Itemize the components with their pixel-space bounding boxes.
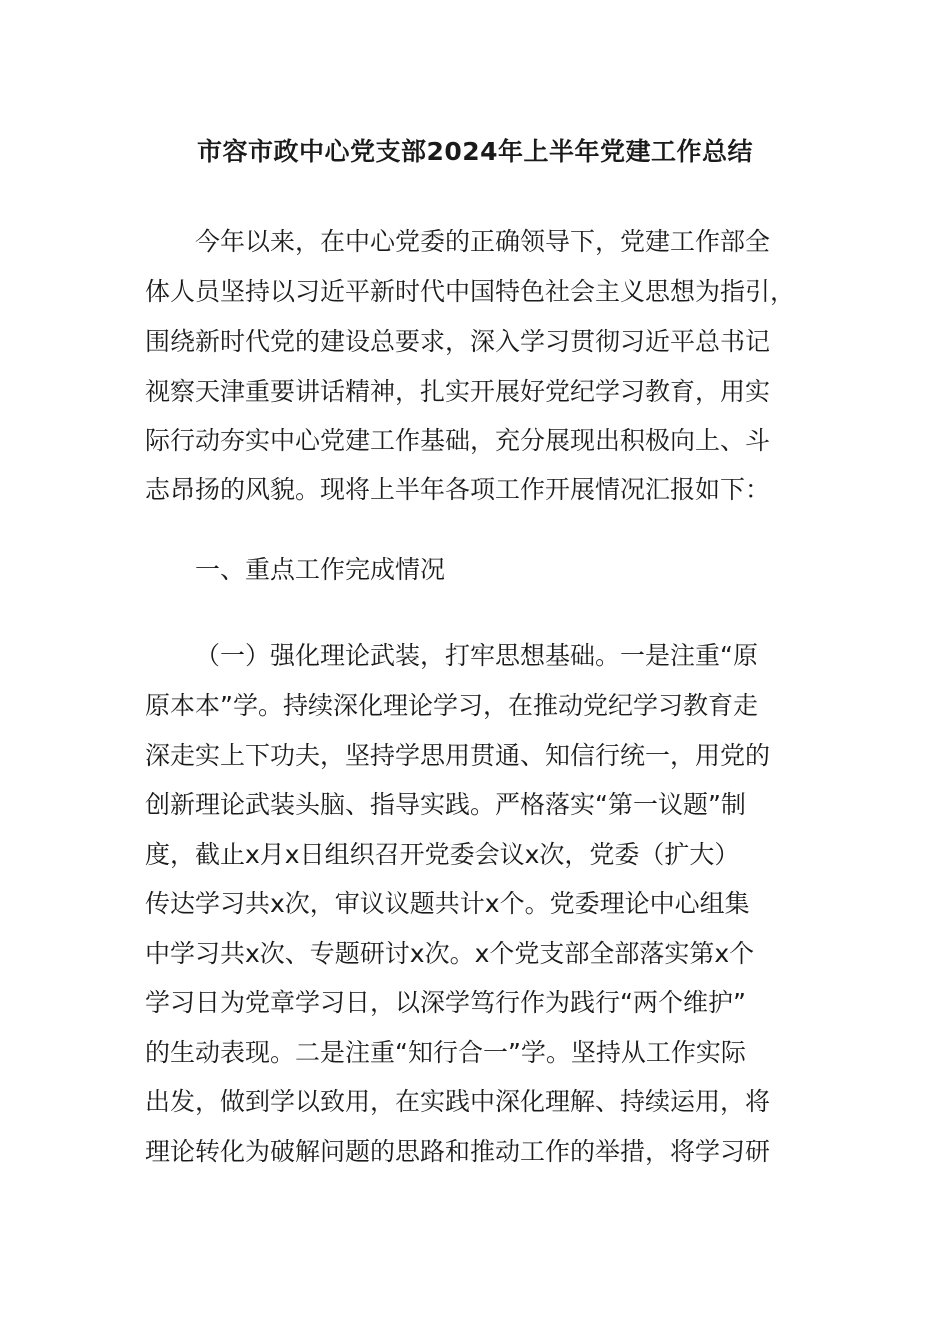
section-heading: 一、重点工作完成情况 [195, 555, 446, 584]
paragraph-line: 出发，做到学以致用，在实践中深化理解、持续运用，将 [145, 1087, 771, 1116]
paragraph-line: 原本本”学。持续深化理论学习，在推动党纪学习教育走 [145, 691, 758, 720]
paragraph-line: 理论转化为破解问题的思路和推动工作的举措，将学习研 [145, 1137, 771, 1166]
paragraph-line: 创新理论武装头脑、指导实践。严格落实“第一议题”制 [145, 790, 746, 819]
paragraph-line: 体人员坚持以习近平新时代中国特色社会主义思想为指引， [145, 277, 796, 306]
document-title: 市容市政中心党支部2024年上半年党建工作总结 [196, 137, 754, 166]
paragraph-line: 视察天津重要讲话精神，扎实开展好党纪学习教育，用实 [145, 377, 771, 406]
paragraph-line: 围绕新时代党的建设总要求，深入学习贯彻习近平总书记 [145, 327, 771, 356]
paragraph-line: 传达学习共x次，审议议题共计x个。党委理论中心组集 [145, 889, 750, 918]
paragraph-line: 深走实上下功夫，坚持学思用贯通、知信行统一，用党的 [145, 741, 771, 770]
paragraph-line: 今年以来，在中心党委的正确领导下，党建工作部全 [195, 227, 771, 256]
paragraph-line: 学习日为党章学习日，以深学笃行作为践行“两个维护” [145, 988, 746, 1017]
paragraph-line: 中学习共x次、专题研讨x次。x个党支部全部落实第x个 [145, 939, 755, 968]
paragraph-line: 际行动夯实中心党建工作基础，充分展现出积极向上、斗 [145, 426, 771, 455]
paragraph-line: （一）强化理论武装，打牢思想基础。一是注重“原 [195, 641, 758, 670]
paragraph-line: 的生动表现。二是注重“知行合一”学。坚持从工作实际 [145, 1038, 746, 1067]
paragraph-line: 志昂扬的风貌。现将上半年各项工作开展情况汇报如下： [145, 475, 771, 504]
paragraph-line: 度，截止x月x日组织召开党委会议x次，党委（扩大） [145, 840, 740, 869]
